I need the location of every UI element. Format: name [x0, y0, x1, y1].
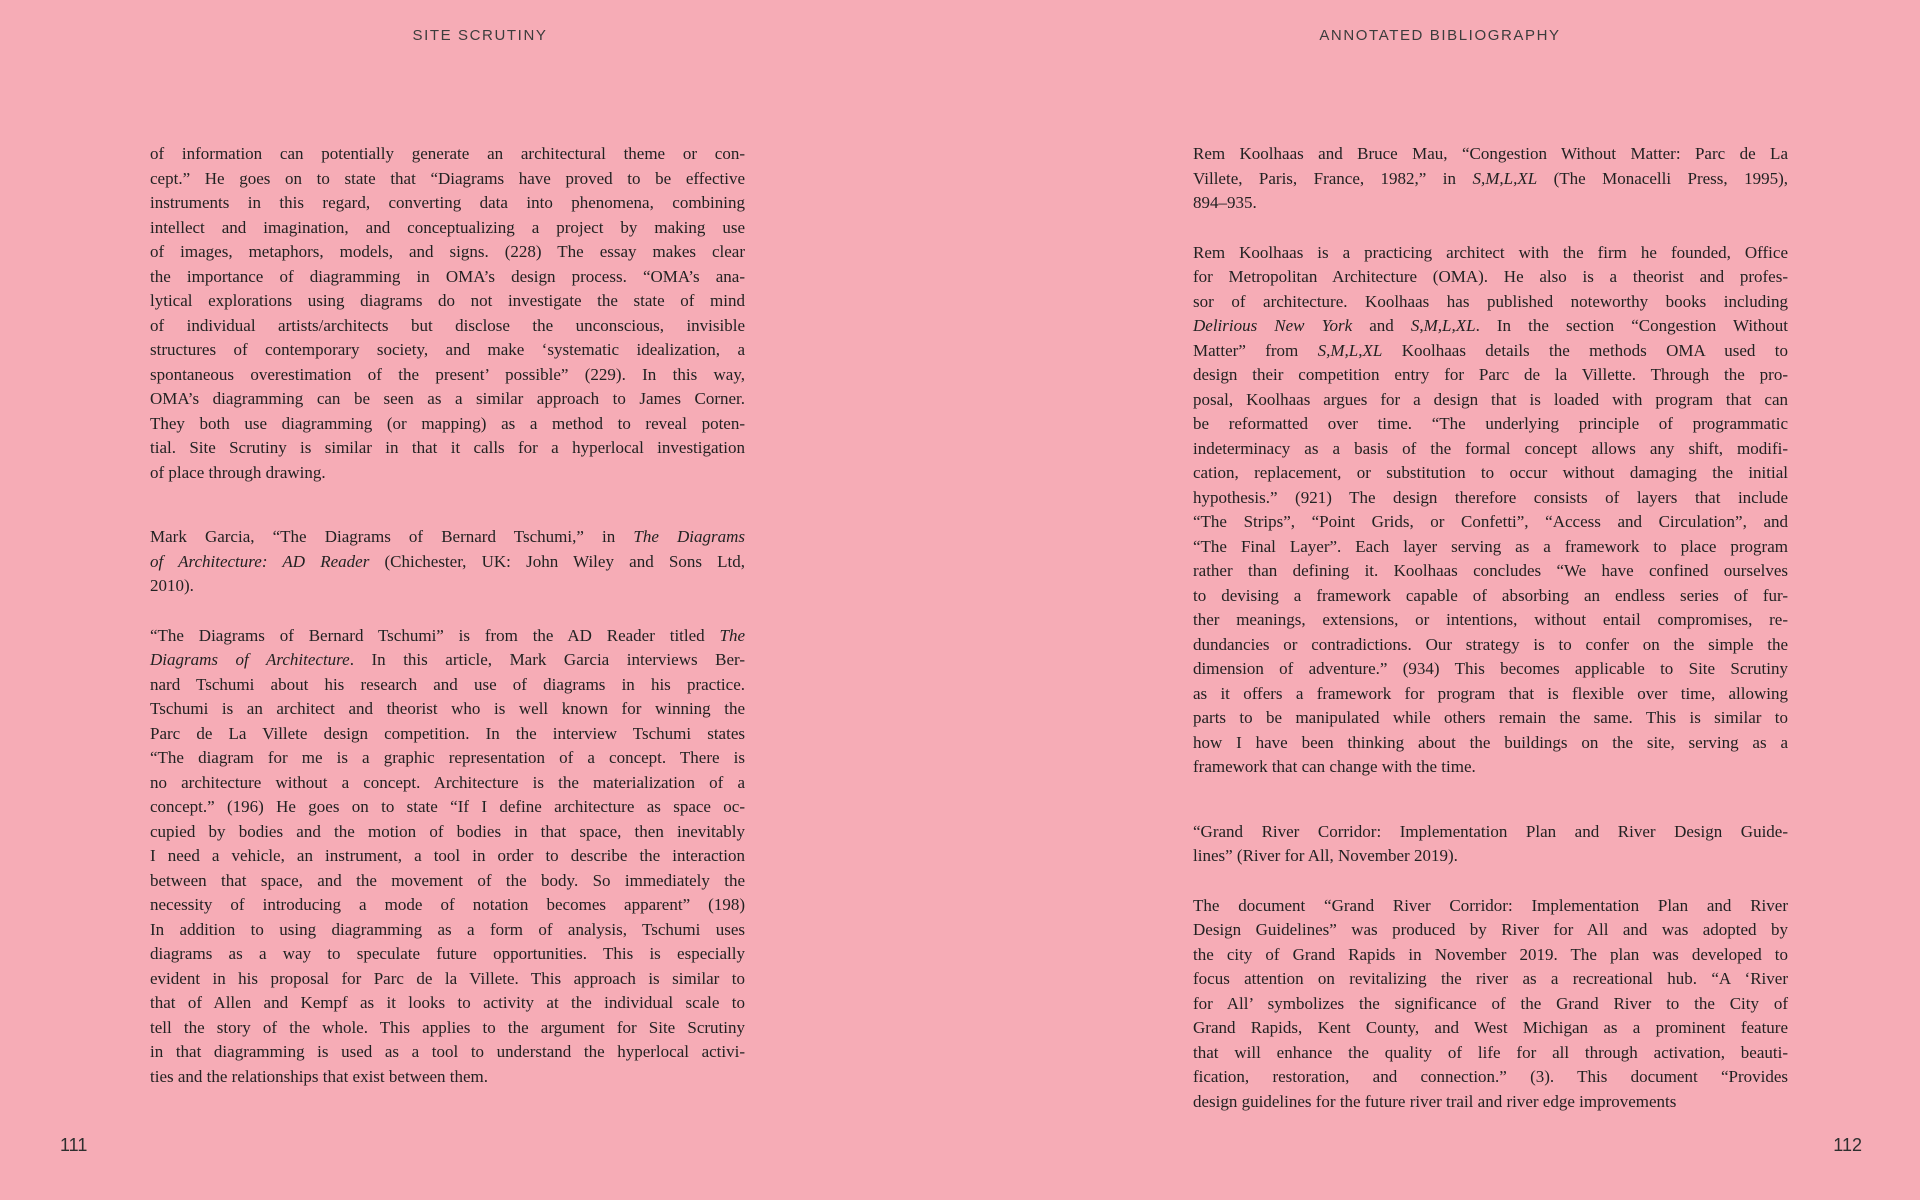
text-line: rather than defining it. Koolhaas concludes “We have confined ourselves — [1193, 561, 1788, 580]
text-line: “Grand River Corridor: Implementation Plan and River Design Guide- — [1193, 821, 1788, 841]
text-line: that of Allen and Kempf as it looks to activity at the individual scale to — [150, 993, 745, 1012]
left-page-text-column — [150, 142, 745, 1089]
text-line: spontaneous overestimation of the present’ possible” (229). In this way, — [150, 364, 745, 384]
text-line: framework that can change with the time. — [1193, 757, 1476, 776]
text-line: intellect and imagination, and conceptualizing a project by making use — [150, 217, 745, 237]
text-line: The document “Grand River Corridor: Implementation Plan and River — [1193, 895, 1788, 915]
text-line: necessity of introducing a mode of notation becomes apparent” (198) — [150, 895, 745, 914]
text-line: Design Guidelines” was produced by River for All and was adopted by — [1193, 920, 1788, 939]
text-line: “The Final Layer”. Each layer serving as a framework to place program — [1193, 536, 1788, 556]
text-line: Diagrams of Architecture. In this article, Mark Garcia interviews Ber- — [150, 650, 745, 669]
text-line: in that diagramming is used as a tool to understand the hyperlocal activi- — [150, 1042, 745, 1061]
text-line: “The Diagrams of Bernard Tschumi” is from the AD Reader titled The — [150, 625, 745, 645]
text-line: Rem Koolhaas is a practicing architect with the firm he founded, Office — [1193, 242, 1788, 262]
text-line: Rem Koolhaas and Bruce Mau, “Congestion Without Matter: Parc de La — [1193, 144, 1788, 163]
text-line: for All’ symbolizes the significance of the Grand River to the City of — [1193, 993, 1788, 1013]
citation-block — [1193, 820, 1788, 869]
text-line: design guidelines for the future river trail and river edge improvements — [1193, 1091, 1677, 1111]
text-line: Grand Rapids, Kent County, and West Michigan as a prominent feature — [1193, 1018, 1788, 1037]
running-head-left: SITE SCRUTINY — [412, 27, 548, 44]
annotation-block — [1193, 894, 1788, 1115]
text-line: “The diagram for me is a graphic representation of a concept. There is — [150, 748, 745, 767]
text-line: of images, metaphors, models, and signs. (228) The essay makes clear — [150, 242, 745, 261]
annotation-block — [150, 142, 745, 485]
text-line: tial. Site Scrutiny is similar in that it calls for a hyperlocal investigation — [150, 438, 745, 457]
text-line: I need a vehicle, an instrument, a tool in order to describe the interaction — [150, 846, 745, 865]
text-line: evident in his proposal for Parc de la Villete. This approach is similar to — [150, 968, 745, 988]
text-line: OMA’s diagramming can be seen as a similar approach to James Corner. — [150, 389, 745, 408]
text-line: “The Strips”, “Point Grids, or Confetti”, “Access and Circulation”, and — [1193, 512, 1788, 531]
text-line: be reformatted over time. “The underlying principle of programmatic — [1193, 414, 1788, 433]
text-line: ties and the relationships that exist between them. — [150, 1066, 489, 1086]
text-line: posal, Koolhaas argues for a design that is loaded with program that can — [1193, 389, 1788, 409]
text-line: cupied by bodies and the motion of bodies in that space, then inevitably — [150, 821, 745, 841]
text-line: focus attention on revitalizing the river as a recreational hub. “A ‘River — [1193, 969, 1788, 988]
text-line: 2010). — [150, 576, 194, 595]
text-line: lines” (River for All, November 2019). — [1193, 846, 1458, 865]
text-line: as it offers a framework for program that is flexible over time, allowing — [1193, 683, 1788, 703]
text-line: ther meanings, extensions, or intentions, without entail compromises, re- — [1193, 610, 1788, 629]
text-line: the city of Grand Rapids in November 2019. The plan was developed to — [1193, 944, 1788, 964]
text-line: concept.” (196) He goes on to state “If I define architecture as space oc- — [150, 797, 745, 816]
text-line: instruments in this regard, converting data into phenomena, combining — [150, 193, 745, 212]
text-line: of information can potentially generate an architectural theme or con- — [150, 144, 745, 163]
text-line: cation, replacement, or substitution to occur without damaging the initial — [1193, 463, 1788, 482]
annotation-block — [150, 624, 745, 1090]
text-line: between that space, and the movement of the body. So immediately the — [150, 870, 745, 890]
text-line: indeterminacy as a basis of the formal concept allows any shift, modifi- — [1193, 438, 1788, 458]
text-line: tell the story of the whole. This applies to the argument for Site Scrutiny — [150, 1017, 745, 1037]
text-line: of individual artists/architects but disclose the unconscious, invisible — [150, 315, 745, 335]
page-number-right: 112 — [1833, 1135, 1862, 1155]
annotation-block — [1193, 241, 1788, 780]
running-head-right: ANNOTATED BIBLIOGRAPHY — [1319, 27, 1561, 44]
text-line: dundancies or contradictions. Our strategy is to confer on the simple the — [1193, 634, 1788, 654]
text-line: parts to be manipulated while others remain the same. This is similar to — [1193, 708, 1788, 727]
text-line: They both use diagramming (or mapping) as a method to reveal poten- — [150, 413, 745, 433]
text-line: In addition to using diagramming as a form of analysis, Tschumi uses — [150, 919, 745, 939]
text-line: Tschumi is an architect and theorist who is well known for winning the — [150, 699, 745, 718]
text-line: fication, restoration, and connection.” (3). This document “Provides — [1193, 1067, 1788, 1086]
text-line: for Metropolitan Architecture (OMA). He also is a theorist and profes- — [1193, 267, 1788, 286]
text-line: of Architecture: AD Reader (Chichester, UK: John Wiley and Sons Ltd, — [150, 551, 746, 571]
text-line: no architecture without a concept. Architecture is the materialization of a — [150, 772, 745, 792]
text-line: Matter” from S,M,L,XL Koolhaas details the methods OMA used to — [1193, 340, 1788, 360]
text-line: sor of architecture. Koolhaas has published noteworthy books including — [1193, 291, 1788, 311]
text-line: of place through drawing. — [150, 462, 326, 482]
text-line: structures of contemporary society, and make ‘systematic idealization, a — [150, 340, 745, 359]
text-line: Delirious New York and S,M,L,XL. In the section “Congestion Without — [1193, 316, 1788, 335]
text-line: Parc de La Villete design competition. In the interview Tschumi states — [150, 723, 745, 743]
text-line: lytical explorations using diagrams do not investigate the state of mind — [150, 291, 745, 310]
page-number-left: 111 — [60, 1135, 88, 1155]
text-line: cept.” He goes on to state that “Diagrams have proved to be effective — [150, 168, 745, 188]
text-line: hypothesis.” (921) The design therefore consists of layers that include — [1193, 487, 1788, 507]
text-line: the importance of diagramming in OMA’s design process. “OMA’s ana- — [150, 266, 745, 286]
text-line: Villete, Paris, France, 1982,” in S,M,L,XL (The Monacelli Press, 1995), — [1193, 168, 1788, 188]
text-line: how I have been thinking about the buildings on the site, serving as a — [1193, 732, 1788, 752]
citation-block — [1193, 142, 1788, 216]
text-line: dimension of adventure.” (934) This becomes applicable to Site Scrutiny — [1193, 659, 1788, 678]
right-page-text-column — [1193, 142, 1788, 1114]
text-line: design their competition entry for Parc de la Villette. Through the pro- — [1193, 365, 1788, 384]
citation-block — [150, 525, 745, 599]
text-line: to devising a framework capable of absorbing an endless series of fur- — [1193, 585, 1788, 605]
text-line: that will enhance the quality of life for all through activation, beauti- — [1193, 1042, 1788, 1062]
text-line: nard Tschumi about his research and use of diagrams in his practice. — [150, 674, 745, 694]
text-line: 894–935. — [1193, 193, 1257, 212]
text-line: diagrams as a way to speculate future opportunities. This is especially — [150, 944, 745, 963]
text-line: Mark Garcia, “The Diagrams of Bernard Tschumi,” in The Diagrams — [150, 527, 745, 546]
